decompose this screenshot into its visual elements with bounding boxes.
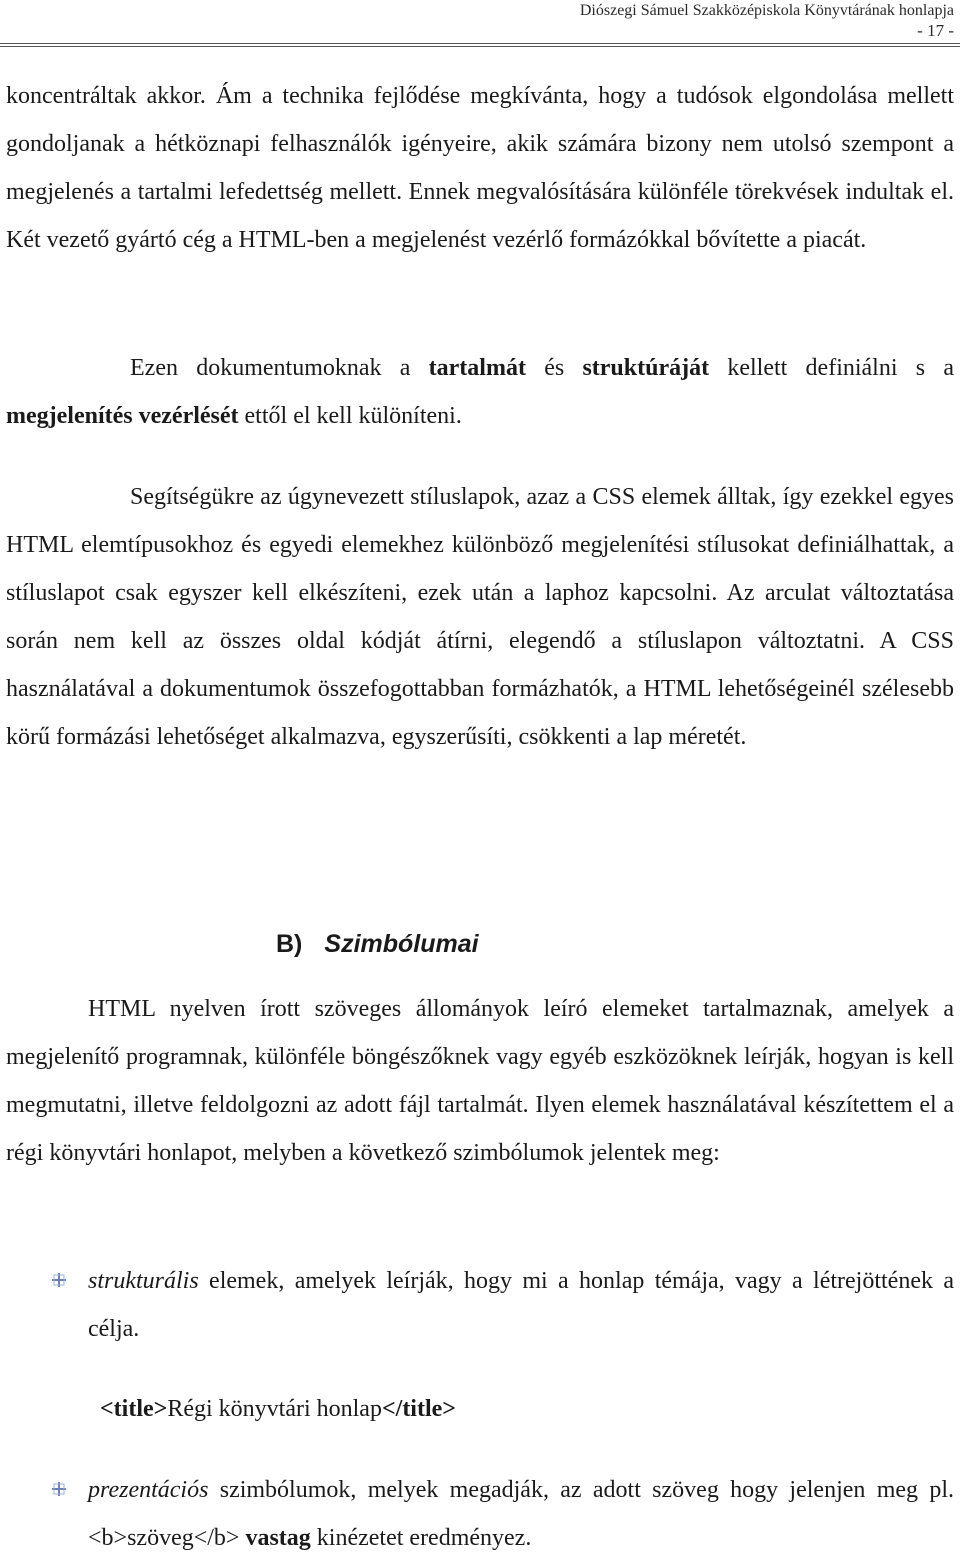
bullet-item-strukturalis (88, 1257, 954, 1353)
para2-bold-strukturajat: struktúráját (582, 355, 710, 381)
bullet-cross-icon (52, 1482, 66, 1496)
para2-bold-tartalmat: tartalmát (428, 355, 526, 381)
section-number: B) (276, 930, 303, 958)
page-number: - 17 - (917, 21, 954, 40)
bullet2-text-end: kinézetet eredményez. (310, 1525, 532, 1551)
bullet2-italic-term: prezentációs (88, 1477, 209, 1503)
para2-bold-megjelenites: megjelenítés vezérlését (6, 403, 239, 429)
bullet1-italic-term: strukturális (88, 1268, 199, 1294)
para2-text-4: ettől el kell különíteni. (238, 403, 462, 429)
section-title: Szimbólumai (324, 930, 479, 958)
paragraph-2 (6, 344, 954, 440)
bullet2-bold-vastag: vastag (245, 1525, 311, 1551)
paragraph-1: koncentráltak akkor. Ám a technika fejlődése megkívánta, hogy a tudósok elgondolása mellett gondoljanak a hétköznapi felhasználók igényeire, akik számára bizony nem utolsó szempont a megjelenés a tartalmi lefedettség mellett. Ennek megvalósítására különféle törekvések indultak el. Két vezető gyártó cég a HTML-ben a megjelenést vezérlő formázókkal bővítette a piacát. (6, 83, 954, 253)
para2-text-1: Ezen dokumentumoknak a (130, 355, 429, 381)
paragraph-3: Segítségükre az úgynevezett stíluslapok, azaz a CSS elemek álltak, így ezekkel egyes HTML elemtípusokhoz és egyedi elemekhez különböző megjelenítési stílusokat definiálhattak, a stíluslapot csak egyszer kell elkészíteni, ezek után a laphoz kapcsolni. Az arculat változtatása során nem kell az összes oldal kódját átírni, elegendő a stíluslapon változtatni. A CSS használatával a dokumentumok összefogottabban formázhatók, a HTML lehetőségeinél szélesebb körű formázási lehetőséget alkalmazva, egyszerűsíti, csökkenti a lap méretét. (6, 484, 954, 750)
para2-text-2: és (525, 355, 583, 381)
code-content: Régi könyvtári honlap (167, 1396, 382, 1422)
bullet2-text: szimbólumok, melyek megadják, az adott szöveg hogy jelenjen meg pl. <b>szöveg</b> (88, 1477, 954, 1551)
paragraph-4: HTML nyelven írott szöveges állományok leíró elemeket tartalmaznak, amelyek a megjelenítő programnak, különféle böngészőknek vagy egyéb eszközöknek leírják, hogyan is kell megmutatni, illetve feldolgozni az adott fájl tartalmát. Ilyen elemek használatával készítettem el a régi könyvtári honlapot, melyben a következő szimbólumok jelentek meg: (6, 996, 954, 1166)
section-heading (276, 924, 479, 964)
header-divider (0, 43, 960, 47)
code-open-tag: <title> (100, 1396, 168, 1422)
running-header-title: Diószegi Sámuel Szakközépiskola Könyvtárának honlapja (579, 2, 954, 19)
bullet-cross-icon (52, 1273, 66, 1287)
bullet-item-prezentacios (88, 1466, 954, 1562)
para2-text-3: kellett definiálni s a (709, 355, 954, 381)
code-example-title (100, 1389, 456, 1429)
code-close-tag: </title> (381, 1396, 456, 1422)
bullet1-text: elemek, amelyek leírják, hogy mi a honlap témája, vagy a létrejöttének a célja. (88, 1268, 954, 1342)
